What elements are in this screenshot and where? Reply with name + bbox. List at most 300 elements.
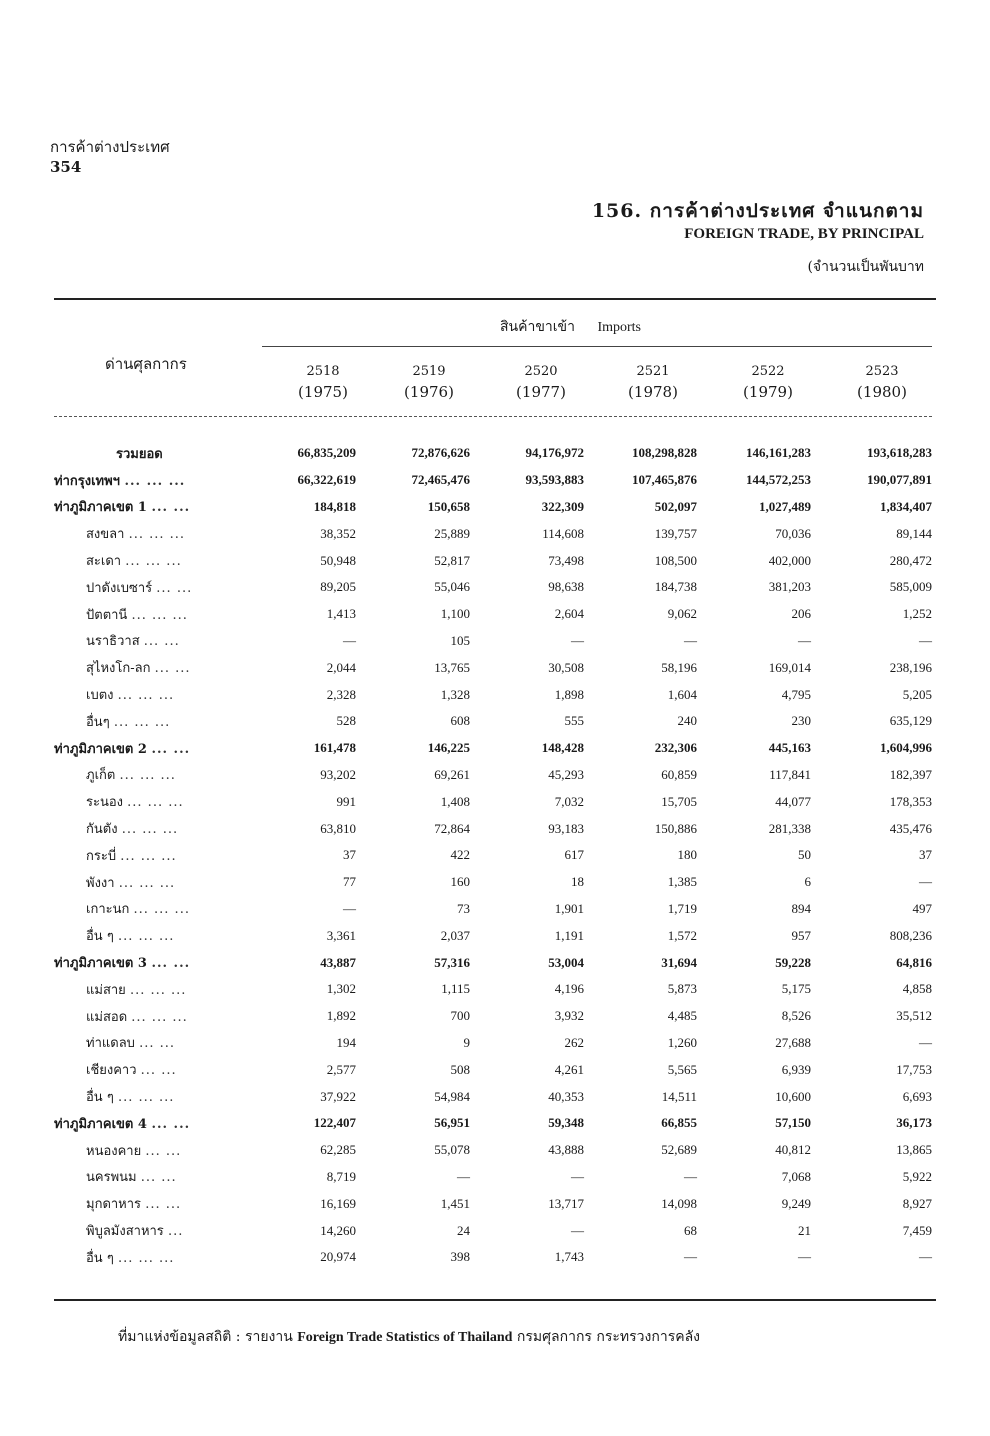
row-label: [54, 762, 260, 789]
table-cell: 1,451: [440, 1195, 470, 1211]
customs-house-name: ภูเก็ต: [86, 768, 116, 784]
table-cell: 7,459: [902, 1222, 932, 1238]
table-cell: 230: [791, 713, 811, 729]
leader-dots: ... ...: [151, 500, 191, 516]
customs-house-name: ท่าภูมิภาคเขต 4: [54, 1116, 147, 1132]
column-year-ce: (1976): [404, 383, 454, 401]
table-cell: 14,511: [661, 1088, 697, 1104]
table-row: [54, 440, 932, 467]
table-row: [54, 788, 932, 815]
customs-house-name: เชียงคาว: [86, 1063, 137, 1079]
customs-house-name: พังงา: [86, 875, 115, 891]
table-cell: 93,183: [548, 820, 584, 836]
table-cell: 14,260: [320, 1222, 356, 1238]
table-cell: 9: [463, 1034, 470, 1050]
row-label: [54, 949, 260, 976]
table-cell: 1,252: [902, 606, 932, 622]
table-cell: 497: [912, 900, 932, 916]
table-cell: 8,526: [781, 1008, 811, 1024]
table-cell: 98,638: [548, 579, 584, 595]
row-label: [54, 1003, 260, 1030]
table-cell: —: [343, 632, 356, 648]
table-cell: 184,818: [313, 498, 356, 514]
leader-dots: ... ... ...: [127, 795, 184, 811]
column-header: [288, 364, 358, 401]
table-cell: 15,705: [661, 793, 697, 809]
table-cell: 43,887: [320, 954, 356, 970]
column-year-be: 2521: [636, 364, 670, 379]
row-label: [54, 1164, 260, 1191]
imports-label-english: Imports: [597, 320, 642, 335]
table-cell: 69,261: [434, 766, 470, 782]
customs-house-name: สุไหงโก-ลก: [86, 661, 151, 677]
table-cell: 40,812: [775, 1142, 811, 1158]
table-cell: 139,757: [654, 525, 697, 541]
table-cell: 13,717: [548, 1195, 584, 1211]
table-cell: 108,500: [654, 552, 697, 568]
table-cell: 1,260: [667, 1034, 697, 1050]
row-label: [54, 1190, 260, 1217]
table-cell: 381,203: [768, 579, 811, 595]
table-cell: 322,309: [541, 498, 584, 514]
table-cell: 262: [564, 1034, 584, 1050]
source-text-thai-agency: กรมศุลกากร กระทรวงการคลัง: [516, 1329, 700, 1345]
table-cell: 5,175: [781, 981, 811, 997]
table-cell: 150,886: [654, 820, 697, 836]
table-cell: 240: [677, 713, 697, 729]
table-cell: 21: [798, 1222, 811, 1238]
leader-dots: ... ...: [145, 1143, 182, 1159]
table-cell: 617: [564, 847, 584, 863]
table-cell: 58,196: [661, 659, 697, 675]
table-cell: 52,817: [434, 552, 470, 568]
column-year-be: 2519: [412, 364, 446, 379]
page-number: 354: [50, 158, 82, 176]
table-row: [54, 1190, 932, 1217]
leader-dots: ... ... ...: [117, 1250, 175, 1266]
table-row: [54, 869, 932, 896]
row-label: [54, 1137, 260, 1164]
customs-house-name: ท่ากรุงเทพฯ: [54, 473, 120, 489]
table-cell: 56,951: [434, 1115, 470, 1131]
table-cell: 105: [450, 632, 470, 648]
customs-house-name: แม่สอด: [86, 1009, 128, 1025]
row-label: [54, 788, 260, 815]
column-year-be: 2522: [751, 364, 785, 379]
table-cell: 194: [336, 1034, 356, 1050]
leader-dots: ... ...: [143, 634, 180, 650]
table-title-english: FOREIGN TRADE, BY PRINCIPAL: [684, 226, 924, 242]
row-label: [54, 547, 260, 574]
table-cell: 2,037: [440, 927, 470, 943]
row-label: [54, 976, 260, 1003]
table-cell: —: [684, 1249, 697, 1265]
table-cell: 16,169: [320, 1195, 356, 1211]
table-row: [54, 654, 932, 681]
table-cell: 161,478: [313, 740, 356, 756]
table-cell: 1,100: [440, 606, 470, 622]
leader-dots: ... ... ...: [121, 822, 179, 838]
table-cell: 555: [564, 713, 584, 729]
leader-dots: ... ... ...: [113, 714, 171, 730]
table-cell: 89,144: [896, 525, 932, 541]
source-label: ที่มาแห่งข้อมูลสถิติ :: [118, 1329, 241, 1345]
table-cell: 9,249: [781, 1195, 811, 1211]
row-label: [54, 654, 260, 681]
table-cell: 182,397: [889, 766, 932, 782]
table-cell: 59,228: [775, 954, 811, 970]
table-row: [54, 547, 932, 574]
table-cell: 193,618,283: [867, 445, 932, 461]
table-cell: 30,508: [548, 659, 584, 675]
table-cell: 1,191: [554, 927, 584, 943]
table-cell: 89,205: [320, 579, 356, 595]
customs-house-name: เกาะนก: [86, 902, 130, 918]
imports-group-header: [500, 316, 659, 338]
table-cell: 6: [804, 874, 811, 890]
leader-dots: ... ...: [151, 1116, 191, 1132]
table-row: [54, 922, 932, 949]
table-cell: 146,161,283: [746, 445, 811, 461]
table-cell: 144,572,253: [746, 472, 811, 488]
column-header: [733, 364, 803, 401]
table-cell: 54,984: [434, 1088, 470, 1104]
table-cell: 38,352: [320, 525, 356, 541]
table-row: [54, 1003, 932, 1030]
table-cell: 45,293: [548, 766, 584, 782]
row-label: [54, 842, 260, 869]
table-row: [54, 762, 932, 789]
customs-house-header: ด่านศุลกากร: [105, 355, 187, 373]
table-cell: 93,202: [320, 766, 356, 782]
table-cell: —: [919, 874, 932, 890]
leader-dots: ... ...: [151, 956, 191, 972]
table-cell: 2,577: [326, 1061, 356, 1077]
column-year-ce: (1975): [298, 383, 348, 401]
table-cell: 4,858: [902, 981, 932, 997]
row-label: [54, 1110, 260, 1137]
table-cell: 64,816: [896, 954, 932, 970]
table-cell: 178,353: [889, 793, 932, 809]
leader-dots: ... ...: [139, 1036, 175, 1052]
column-year-ce: (1980): [857, 383, 907, 401]
table-cell: 1,302: [326, 981, 356, 997]
table-cell: —: [919, 1034, 932, 1050]
table-cell: 445,163: [768, 740, 811, 756]
header-dashed-rule: [54, 416, 932, 417]
column-year-be: 2523: [865, 364, 899, 379]
leader-dots: ... ... ...: [119, 768, 176, 784]
table-cell: 44,077: [775, 793, 811, 809]
table-cell: 66,322,619: [297, 472, 356, 488]
table-cell: 1,027,489: [759, 498, 811, 514]
table-row: [54, 601, 932, 628]
customs-house-name: ท่าภูมิภาคเขต 1: [54, 500, 147, 516]
top-rule: [54, 298, 936, 300]
table-cell: 3,361: [326, 927, 356, 943]
customs-house-name: ปาดังเบซาร์: [86, 580, 153, 596]
imports-table: [54, 440, 932, 1271]
table-cell: 31,694: [661, 954, 697, 970]
table-cell: 7,032: [554, 793, 584, 809]
row-label: [54, 601, 260, 628]
table-row: [54, 1137, 932, 1164]
row-label: [54, 467, 260, 494]
unit-note: (จำนวนเป็นพันบาท: [807, 259, 924, 275]
table-cell: 13,765: [434, 659, 470, 675]
table-cell: 8,719: [326, 1168, 356, 1184]
customs-house-name: ท่าภูมิภาคเขต 2: [54, 741, 147, 757]
table-cell: 55,078: [434, 1142, 470, 1158]
table-cell: 93,593,883: [525, 472, 584, 488]
column-year-ce: (1978): [628, 383, 678, 401]
table-cell: 94,176,972: [525, 445, 584, 461]
table-cell: 146,225: [427, 740, 470, 756]
table-cell: —: [571, 632, 584, 648]
table-row: [54, 494, 932, 521]
leader-dots: ... ... ...: [117, 688, 175, 704]
table-row: [54, 1244, 932, 1271]
customs-house-name: แม่สาย: [86, 982, 126, 998]
customs-house-name: สะเดา: [86, 554, 122, 570]
column-header: [394, 364, 464, 401]
table-cell: 1,413: [326, 606, 356, 622]
row-label: [54, 440, 260, 467]
customs-house-name: ปัตตานี: [86, 607, 128, 623]
row-label: [54, 681, 260, 708]
table-cell: 3,932: [554, 1008, 584, 1024]
table-cell: 1,408: [440, 793, 470, 809]
leader-dots: ... ... ...: [125, 554, 182, 570]
leader-dots: ... ... ...: [117, 1090, 175, 1106]
table-cell: 77: [343, 874, 356, 890]
row-label: [54, 1083, 260, 1110]
table-cell: 2,604: [554, 606, 584, 622]
table-cell: 435,476: [889, 820, 932, 836]
column-header: [506, 364, 576, 401]
table-cell: 5,205: [902, 686, 932, 702]
table-cell: 5,873: [667, 981, 697, 997]
row-label: [54, 520, 260, 547]
row-label: [54, 1056, 260, 1083]
table-cell: 72,465,476: [411, 472, 470, 488]
table-cell: 1,719: [667, 900, 697, 916]
table-cell: 55,046: [434, 579, 470, 595]
table-cell: 206: [791, 606, 811, 622]
table-cell: 37: [919, 847, 932, 863]
table-cell: 280,472: [889, 552, 932, 568]
column-year-be: 2518: [306, 364, 340, 379]
row-label: [54, 494, 260, 521]
table-cell: 8,927: [902, 1195, 932, 1211]
column-year-ce: (1979): [743, 383, 793, 401]
row-label: [54, 708, 260, 735]
table-cell: 1,115: [441, 981, 470, 997]
table-cell: 894: [791, 900, 811, 916]
table-cell: 73,498: [548, 552, 584, 568]
table-cell: 114,608: [542, 525, 584, 541]
table-cell: 1,898: [554, 686, 584, 702]
table-cell: 1,604,996: [880, 740, 932, 756]
leader-dots: ... ... ...: [128, 527, 186, 543]
table-cell: —: [684, 632, 697, 648]
row-label: [54, 922, 260, 949]
table-row: [54, 949, 932, 976]
leader-dots: ... ... ...: [120, 848, 177, 864]
table-cell: 1,892: [326, 1008, 356, 1024]
row-label: [54, 628, 260, 655]
row-label: [54, 1217, 260, 1244]
table-cell: 2,328: [326, 686, 356, 702]
row-label: [54, 735, 260, 762]
table-cell: 1,385: [667, 874, 697, 890]
table-cell: 43,888: [548, 1142, 584, 1158]
table-cell: 502,097: [654, 498, 697, 514]
table-cell: 117,841: [769, 766, 811, 782]
table-cell: 808,236: [889, 927, 932, 943]
table-cell: 608: [450, 713, 470, 729]
table-cell: 585,009: [889, 579, 932, 595]
customs-house-name: กระบี่: [86, 848, 117, 864]
table-row: [54, 842, 932, 869]
source-text-thai: รายงาน: [244, 1329, 293, 1345]
table-cell: 190,077,891: [867, 472, 932, 488]
table-cell: 635,129: [889, 713, 932, 729]
table-cell: 9,062: [667, 606, 697, 622]
row-label: [54, 574, 260, 601]
customs-house-name: ท่าภูมิภาคเขต 3: [54, 956, 147, 972]
table-cell: 6,939: [781, 1061, 811, 1077]
leader-dots: ... ...: [154, 661, 191, 677]
leader-dots: ... ... ...: [124, 473, 186, 489]
group-underline: [262, 346, 932, 347]
customs-house-name: พิบูลมังสาหาร: [86, 1224, 164, 1239]
table-row: [54, 1110, 932, 1137]
table-cell: 4,795: [781, 686, 811, 702]
table-cell: —: [343, 900, 356, 916]
column-year-be: 2520: [524, 364, 558, 379]
table-cell: 4,261: [554, 1061, 584, 1077]
table-cell: 1,604: [667, 686, 697, 702]
table-row: [54, 976, 932, 1003]
leader-dots: ... ... ...: [131, 1009, 188, 1025]
leader-dots: ... ...: [140, 1170, 177, 1186]
table-cell: 991: [336, 793, 356, 809]
table-cell: 57,316: [434, 954, 470, 970]
table-cell: 422: [450, 847, 470, 863]
table-row: [54, 1164, 932, 1191]
customs-house-name: ท่าแดลบ: [86, 1036, 135, 1052]
table-row: [54, 1056, 932, 1083]
table-cell: 72,876,626: [411, 445, 470, 461]
customs-house-name: อื่นๆ: [86, 714, 110, 730]
table-cell: 122,407: [313, 1115, 356, 1131]
table-cell: 1,328: [440, 686, 470, 702]
row-label: [54, 896, 260, 923]
table-cell: 13,865: [896, 1142, 932, 1158]
customs-house-name: นราธิวาส: [86, 634, 140, 650]
row-label: [54, 1244, 260, 1271]
section-topic: การค้าต่างประเทศ: [50, 138, 170, 156]
table-cell: 50,948: [320, 552, 356, 568]
table-cell: 4,485: [667, 1008, 697, 1024]
table-cell: 66,835,209: [297, 445, 356, 461]
table-cell: —: [919, 1249, 932, 1265]
table-cell: 63,810: [320, 820, 356, 836]
customs-house-name: เบตง: [86, 688, 114, 704]
leader-dots: ... ...: [140, 1063, 177, 1079]
table-cell: 70,036: [775, 525, 811, 541]
column-header: [847, 364, 917, 401]
table-cell: 52,689: [661, 1142, 697, 1158]
table-cell: 180: [677, 847, 697, 863]
table-cell: 73: [457, 900, 470, 916]
table-row: [54, 1083, 932, 1110]
table-cell: 5,565: [667, 1061, 697, 1077]
column-header: [618, 364, 688, 401]
table-row: [54, 467, 932, 494]
table-cell: 20,974: [320, 1249, 356, 1265]
table-cell: 36,173: [896, 1115, 932, 1131]
table-row: [54, 681, 932, 708]
customs-house-name: สงขลา: [86, 527, 125, 543]
table-cell: 148,428: [541, 740, 584, 756]
table-cell: 281,338: [768, 820, 811, 836]
leader-dots: ... ... ...: [117, 929, 175, 945]
customs-house-name: ระนอง: [86, 795, 124, 811]
table-cell: 238,196: [889, 659, 932, 675]
leader-dots: ... ... ...: [129, 982, 187, 998]
table-row: [54, 520, 932, 547]
customs-house-name: กันตัง: [86, 822, 118, 838]
table-cell: 35,512: [896, 1008, 932, 1024]
table-cell: 232,306: [654, 740, 697, 756]
table-cell: 37: [343, 847, 356, 863]
table-cell: 37,922: [320, 1088, 356, 1104]
table-cell: 508: [450, 1061, 470, 1077]
table-cell: 68: [684, 1222, 697, 1238]
table-cell: 27,688: [775, 1034, 811, 1050]
source-note: [118, 1326, 700, 1348]
table-cell: 160: [450, 874, 470, 890]
bottom-rule: [54, 1299, 936, 1301]
row-label: [54, 815, 260, 842]
table-cell: —: [919, 632, 932, 648]
leader-dots: ...: [167, 1224, 184, 1239]
row-label: [54, 1030, 260, 1057]
imports-table-body: [54, 440, 932, 1271]
leader-dots: ... ...: [151, 741, 191, 757]
table-cell: —: [798, 1249, 811, 1265]
customs-house-name: หนองคาย: [86, 1143, 142, 1159]
table-cell: 398: [450, 1249, 470, 1265]
table-cell: 24: [457, 1222, 470, 1238]
table-cell: 10,600: [775, 1088, 811, 1104]
table-cell: 18: [571, 874, 584, 890]
table-cell: 17,753: [896, 1061, 932, 1077]
table-row: [54, 1030, 932, 1057]
table-cell: 107,465,876: [632, 472, 697, 488]
customs-house-name: มุกดาหาร: [86, 1197, 142, 1213]
table-cell: 72,864: [434, 820, 470, 836]
table-cell: 57,150: [775, 1115, 811, 1131]
table-cell: —: [571, 1168, 584, 1184]
table-cell: 184,738: [654, 579, 697, 595]
leader-dots: ... ... ...: [118, 875, 176, 891]
table-cell: —: [571, 1222, 584, 1238]
table-cell: 169,014: [768, 659, 811, 675]
table-cell: 6,693: [902, 1088, 932, 1104]
